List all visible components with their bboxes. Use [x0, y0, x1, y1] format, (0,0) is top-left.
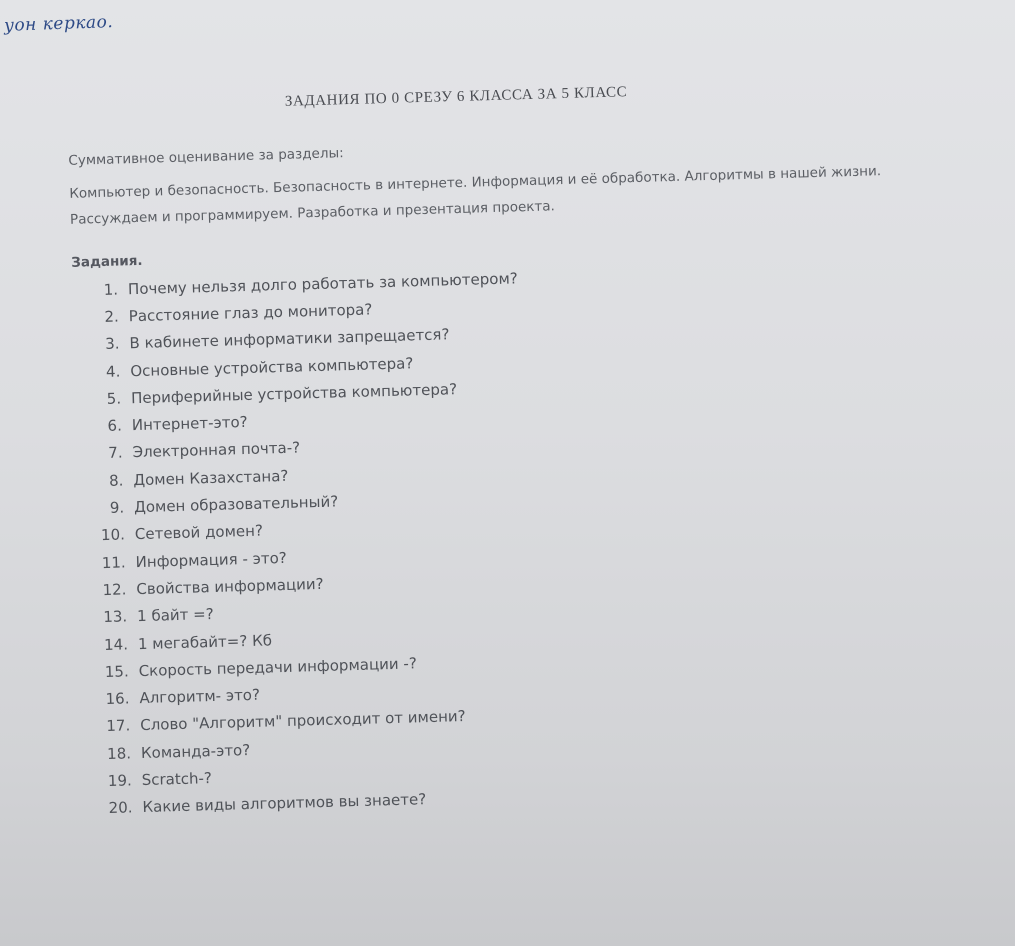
task-text: Информация - это?: [135, 548, 287, 571]
task-number: 9.: [109, 498, 125, 517]
task-number: 14.: [103, 634, 129, 654]
task-number: 4.: [105, 362, 121, 381]
task-text: Свойства информации?: [136, 574, 324, 599]
task-number: 2.: [104, 307, 120, 326]
task-number: 12.: [102, 580, 127, 599]
task-text: Scratch-?: [141, 769, 213, 790]
document-subtitle: Суммативное оценивание за разделы:: [68, 145, 344, 169]
task-number: 16.: [105, 689, 130, 709]
task-number: 10.: [100, 525, 126, 545]
task-text: Основные устройства компьютера?: [130, 353, 414, 380]
task-text: Периферийные устройства компьютера?: [130, 379, 458, 408]
task-number: 1.: [103, 280, 119, 299]
task-number: 15.: [104, 662, 129, 681]
task-number: 18.: [106, 744, 132, 763]
task-text: Домен Казахстана?: [133, 466, 289, 489]
task-number: 6.: [107, 416, 123, 435]
task-text: Почему нельзя долго работать за компьютером?: [127, 268, 518, 298]
handwritten-note: уон керкао.: [3, 12, 114, 36]
task-text: Слово "Алгоритм" происходит от имени?: [139, 707, 466, 735]
document-title: ЗАДАНИЯ ПО 0 СРЕЗУ 6 КЛАССА ЗА 5 КЛАСС: [284, 84, 628, 110]
document-content: [62, 49, 993, 823]
task-number: 11.: [101, 553, 126, 572]
task-number: 20.: [108, 798, 133, 818]
task-number: 8.: [108, 471, 124, 490]
task-text: Команда-это?: [140, 740, 251, 762]
task-text: Какие виды алгоритмов вы знаете?: [142, 790, 427, 817]
task-text: Скорость передачи информации -?: [138, 654, 418, 680]
task-text: В кабинете информатики запрещается?: [129, 325, 450, 353]
task-number: 19.: [107, 771, 132, 790]
tasks-list: [68, 252, 993, 823]
task-text: Расстояние глаз до монитора?: [128, 300, 373, 326]
task-text: Интернет-это?: [131, 413, 248, 435]
task-text: 1 байт =?: [136, 605, 214, 626]
task-number: 17.: [106, 716, 131, 736]
task-number: 13.: [103, 607, 128, 627]
task-number: 3.: [104, 334, 120, 354]
task-text: Сетевой домен?: [134, 521, 264, 544]
tasks-heading: Задания.: [71, 252, 143, 271]
task-text: Электронная почта-?: [132, 438, 301, 462]
sections-list: Компьютер и безопасность. Безопасность в интернете. Информация и её обработка. Алгоритмы в нашей жизни. Рассуждаем и программируем. Разработка и презентация проекта.: [69, 163, 882, 228]
task-text: Алгоритм- это?: [139, 685, 261, 708]
task-text: Домен образовательный?: [133, 492, 339, 517]
task-text: 1 мегабайт=? Кб: [137, 630, 273, 653]
task-number: 7.: [108, 443, 123, 463]
task-number: 5.: [106, 389, 122, 408]
